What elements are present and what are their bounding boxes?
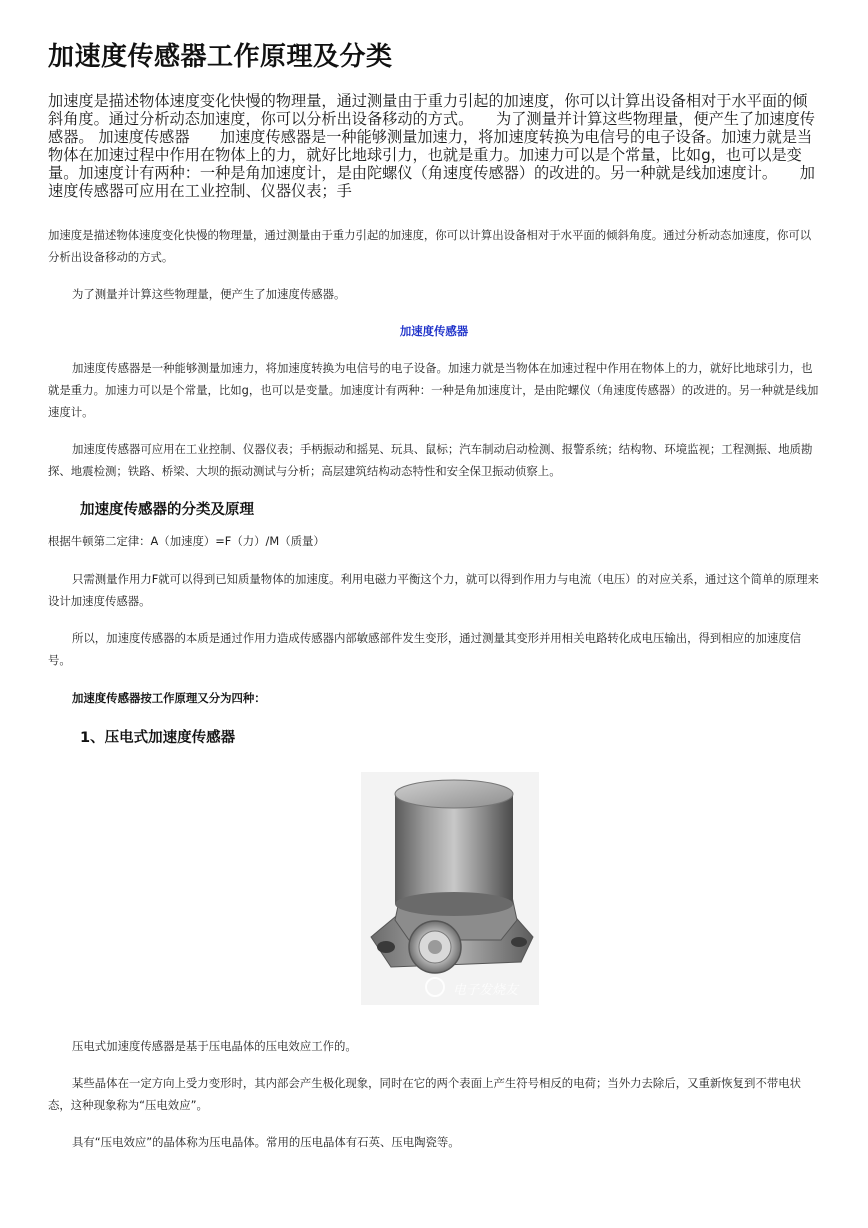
piezo-sensor-photo (361, 772, 539, 1005)
paragraph-intro: 加速度是描述物体速度变化快慢的物理量，通过测量由于重力引起的加速度，你可以计算出设备相对于水平面的倾斜角度。通过分析动态加速度，你可以分析出设备移动的方式。 (48, 228, 812, 264)
page-title: 加速度传感器工作原理及分类 (48, 42, 393, 72)
paragraph-force: 只需测量作用力F就可以得到已知质量物体的加速度。利用电磁力平衡这个力，就可以得到作用力与电流（电压）的对应关系，通过这个简单的原理来设计加速度传感器。 (48, 572, 819, 608)
paragraph-piezo-basis: 压电式加速度传感器是基于压电晶体的压电效应工作的。 (72, 1039, 357, 1053)
section-heading-piezo: 1、压电式加速度传感器 (80, 730, 236, 746)
accelerometer-link[interactable]: 加速度传感器 (399, 324, 469, 338)
section-heading-classification: 加速度传感器的分类及原理 (80, 502, 254, 518)
paragraph-piezo-effect: 某些晶体在一定方向上受力变形时，其内部会产生极化现象，同时在它的两个表面上产生符号相反的电荷；当外力去除后，又重新恢复到不带电状态，这种现象称为“压电效应”。 (48, 1076, 802, 1112)
sensor-illustration (361, 772, 539, 1005)
paragraph-essence: 所以，加速度传感器的本质是通过作用力造成传感器内部敏感部件发生变形，通过测量其变形并用相关电路转化成电压输出，得到相应的加速度信号。 (48, 631, 802, 667)
watermark-text: 电子发烧友 (453, 983, 519, 998)
paragraph-four-types: 加速度传感器按工作原理又分为四种： (72, 691, 266, 705)
paragraph-definition: 加速度传感器是一种能够测量加速力，将加速度转换为电信号的电子设备。加速力就是当物体在加速过程中作用在物体上的力，就好比地球引力，也就是重力。加速力可以是个常量，比如g，也可以是变量。加速度计有两种：一种是角加速度计，是由陀螺仪（角速度传感器）的改进的。另一种就是线加速度计。 (48, 361, 819, 419)
summary-paragraph: 加速度是描述物体速度变化快慢的物理量，通过测量由于重力引起的加速度，你可以计算出设备相对于水平面的倾斜角度。通过分析动态加速度，你可以分析出设备移动的方式。 为了测量并计算这些物理量，便产生了加速度传感器。 加速度传感器 加速度传感器是一种能够测量加速力，将加速度转换为电信号的电子设备。加速力就是当物体在加速过程中作用在物体上的力，就好比地球引力，也就是重力。加速力可以是个常量，比如g，也可以是变量。加速度计有两种：一种是角加速度计，是由陀螺仪（角速度传感器）的改进的。另一种就是线加速度计。 加速度传感器可应用在工业控制、仪器仪表；手 (48, 92, 815, 200)
paragraph-piezo-crystal: 具有“压电效应”的晶体称为压电晶体。常用的压电晶体有石英、压电陶瓷等。 (72, 1135, 460, 1149)
paragraph-applications: 加速度传感器可应用在工业控制、仪器仪表；手柄振动和摇晃、玩具、鼠标；汽车制动启动检测、报警系统；结构物、环境监视；工程测振、地质勘探、地震检测；铁路、桥梁、大坝的振动测试与分析；高层建筑结构动态特性和安全保卫振动侦察上。 (48, 442, 813, 478)
paragraph-measure: 为了测量并计算这些物理量，便产生了加速度传感器。 (72, 287, 346, 301)
paragraph-newton: 根据牛顿第二定律：A（加速度）=F（力）/M（质量） (48, 534, 325, 548)
